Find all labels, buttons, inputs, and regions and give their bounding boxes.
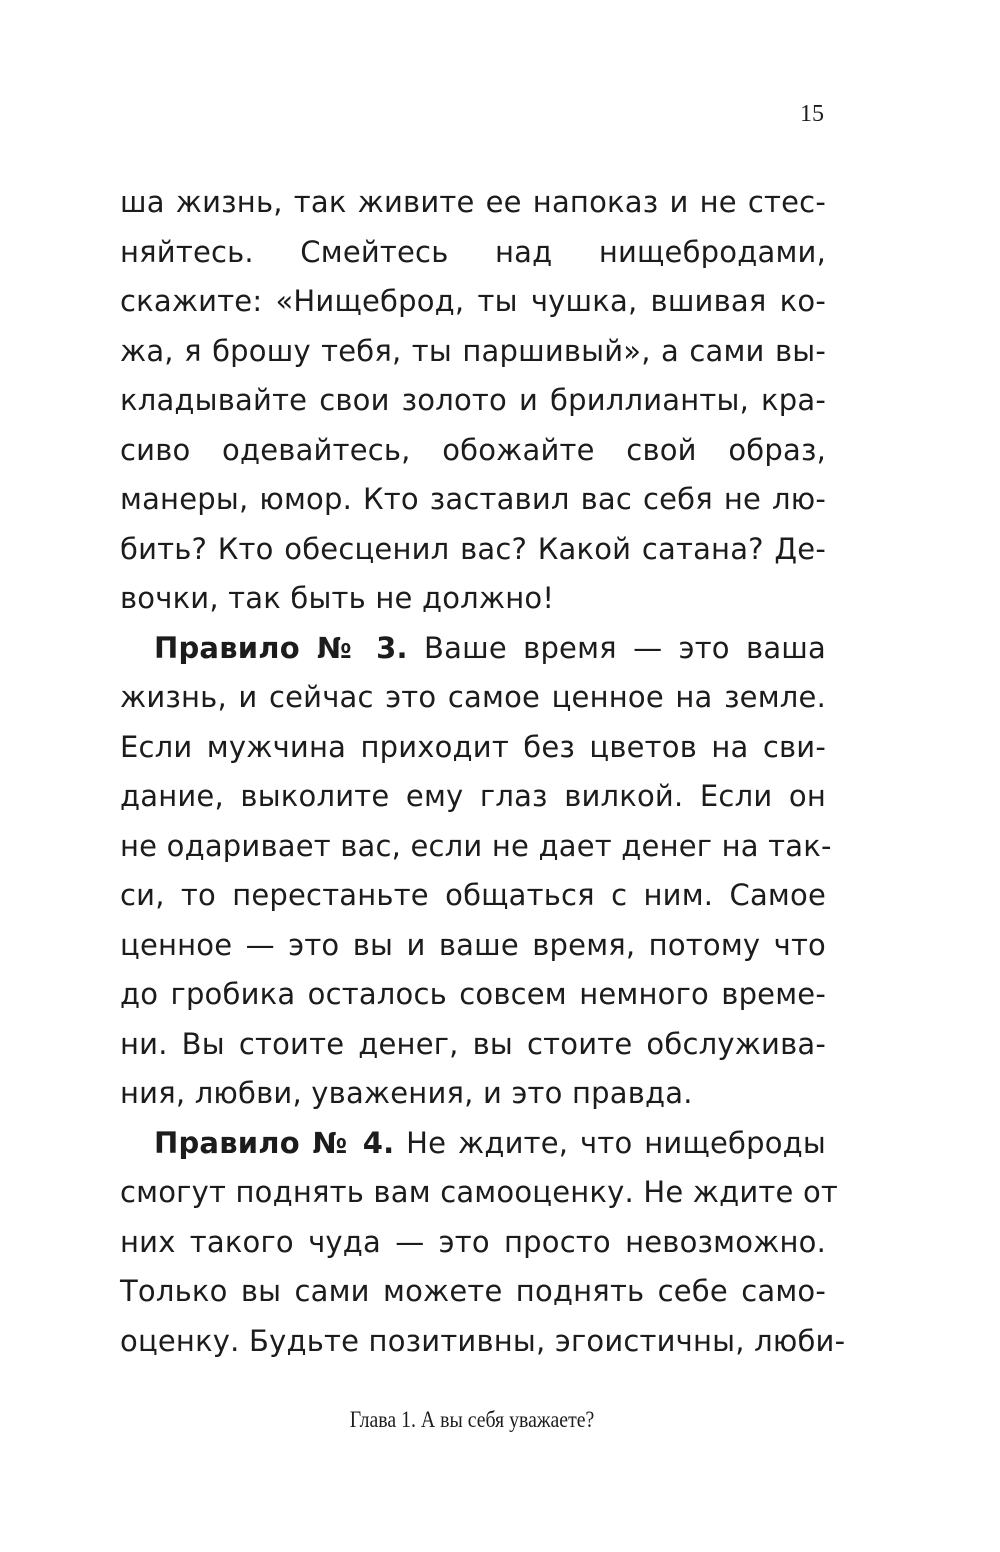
text-line: не одаривает вас, если не дает денег на так-: [120, 828, 832, 863]
text-line: Если мужчина приходит без цветов на сви-: [120, 729, 826, 764]
text-line: ша жизнь, так живите ее напоказ и не стес-: [120, 185, 826, 219]
text-line: манеры, юмор. Кто заставил вас себя не лю-: [120, 482, 826, 516]
text-line: Только вы сами можете поднять себе само-: [120, 1274, 826, 1308]
running-footer: Глава 1. А вы себя уважаете?: [349, 1407, 595, 1432]
text-line: дание, выколите ему глаз вилкой. Если он: [120, 779, 826, 813]
rule-4-label: Правило № 4.: [154, 1125, 395, 1160]
text-line: ценное — это вы и ваше время, потому что: [120, 927, 826, 962]
text-line: бить? Кто обесценил вас? Какой сатана? Де-: [120, 531, 826, 566]
rule-4-lead: Не ждите, что нищеброды: [394, 1125, 826, 1160]
text-line: сиво одевайтесь, обожайте свой образ,: [120, 432, 826, 467]
text-line: до гробика осталось совсем немного време-: [120, 977, 826, 1011]
body-text: [120, 178, 846, 1366]
rule-3-label: Правило № 3.: [154, 630, 408, 665]
text-line: ни. Вы стоите денег, вы стоите обслужива-: [120, 1026, 826, 1061]
text-line: оценку. Будьте позитивны, эгоистичны, люби-: [120, 1323, 846, 1358]
text-line: си, то перестаньте общаться с ним. Самое: [120, 878, 826, 912]
text-line: смогут поднять вам самооценку. Не ждите от: [120, 1175, 839, 1209]
rule-3-lead: Ваше время — это ваша: [407, 630, 827, 665]
text-line: вочки, так быть не должно!: [120, 581, 555, 615]
rule-4-first-line: [120, 1119, 826, 1169]
text-line: няйтесь. Смейтесь над нищебродами,: [120, 234, 826, 269]
text-line: скажите: «Нищеброд, ты чушка, вшивая ко-: [120, 284, 826, 318]
page-number: 15: [800, 101, 824, 127]
text-line: кладывайте свои золото и бриллианты, кра-: [120, 383, 826, 417]
rule-3-first-line: [120, 624, 826, 674]
text-line: жа, я брошу тебя, ты паршивый», а сами вы-: [120, 333, 826, 368]
text-line: них такого чуда — это просто невозможно.: [120, 1224, 826, 1259]
text-line: жизнь, и сейчас это самое ценное на земле.: [120, 680, 826, 714]
text-line: ния, любви, уважения, и это правда.: [120, 1076, 693, 1110]
